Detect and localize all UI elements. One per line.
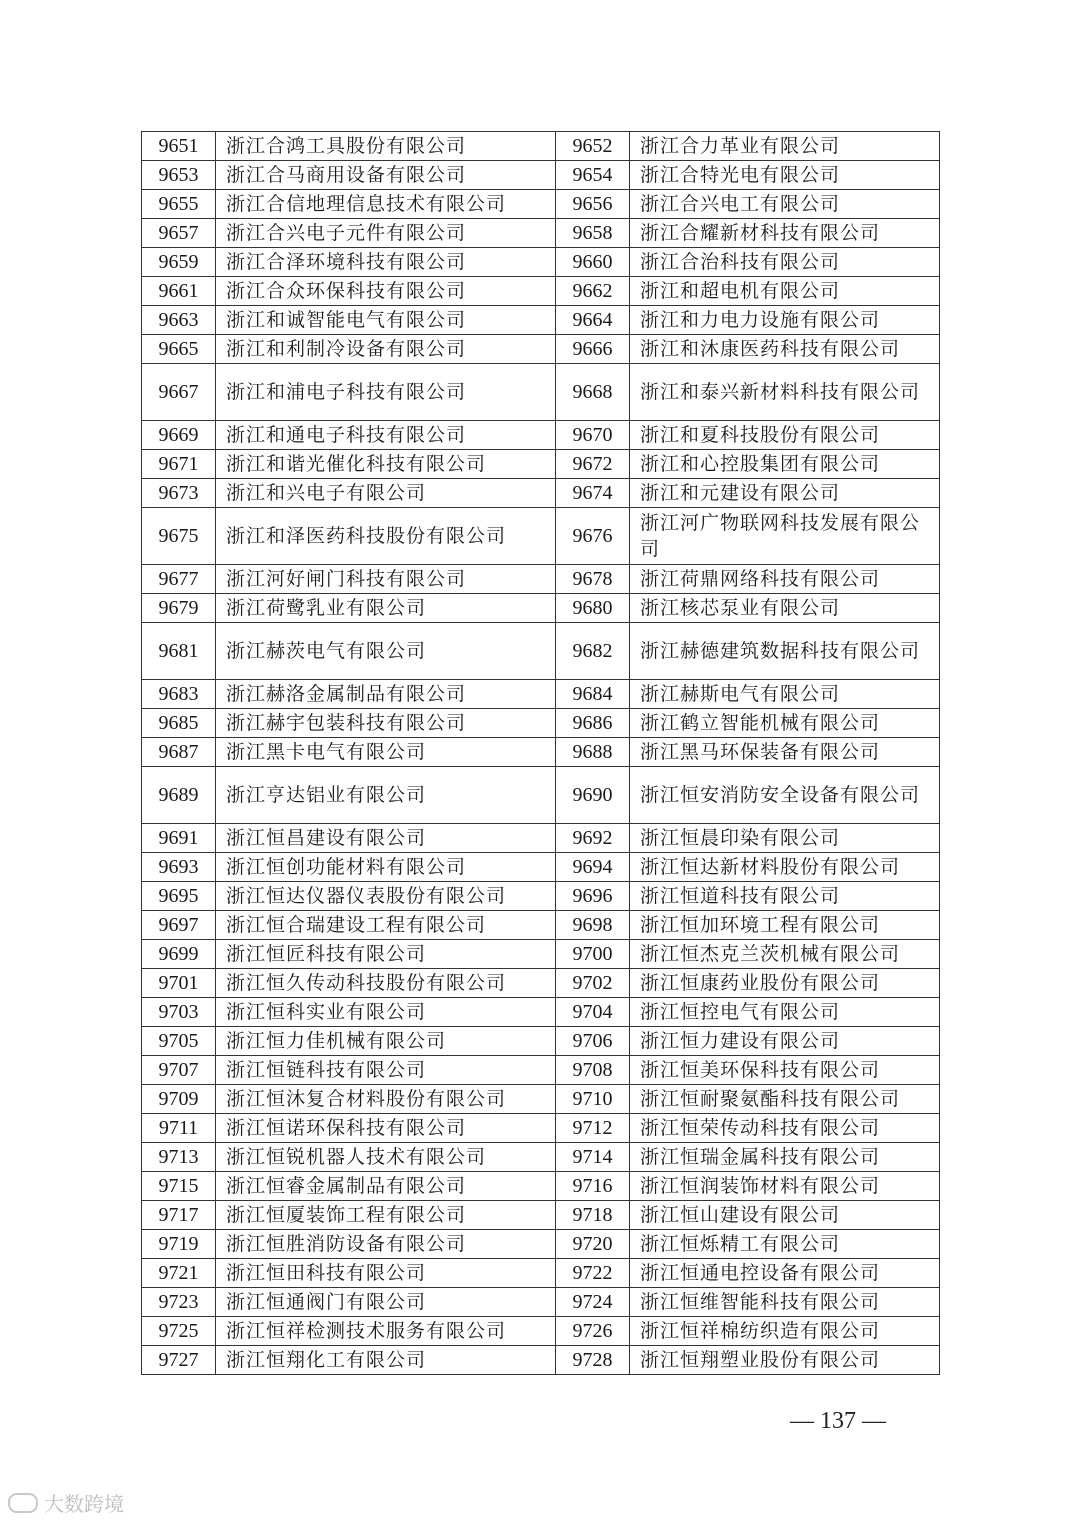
row-number-right: 9708 [556,1056,630,1085]
company-name-left: 浙江恒祥检测技术服务有限公司 [216,1317,556,1346]
company-name-left: 浙江合兴电子元件有限公司 [216,219,556,248]
company-name-right: 浙江恒加环境工程有限公司 [630,911,940,940]
table-row [142,709,940,738]
table-row [142,190,940,219]
row-number-right: 9688 [556,738,630,767]
table-row [142,594,940,623]
company-name-left: 浙江恒翔化工有限公司 [216,1346,556,1375]
row-number-right: 9672 [556,450,630,479]
watermark [8,1488,124,1517]
company-name-right: 浙江恒荣传动科技有限公司 [630,1114,940,1143]
table-row [142,335,940,364]
company-list-table [141,131,940,1375]
company-name-right: 浙江恒通电控设备有限公司 [630,1259,940,1288]
company-name-right: 浙江和泰兴新材料科技有限公司 [630,364,940,421]
company-name-left: 浙江和利制冷设备有限公司 [216,335,556,364]
company-name-left: 浙江和谐光催化科技有限公司 [216,450,556,479]
company-name-right: 浙江恒美环保科技有限公司 [630,1056,940,1085]
company-name-right: 浙江和力电力设施有限公司 [630,306,940,335]
table-row [142,565,940,594]
row-number-right: 9718 [556,1201,630,1230]
row-number-left: 9687 [142,738,216,767]
row-number-left: 9715 [142,1172,216,1201]
company-name-left: 浙江黑卡电气有限公司 [216,738,556,767]
watermark-text: 大数跨境 [44,1492,124,1516]
table-row [142,623,940,680]
table-row [142,421,940,450]
row-number-left: 9653 [142,161,216,190]
row-number-right: 9686 [556,709,630,738]
row-number-left: 9701 [142,969,216,998]
company-name-right: 浙江合力革业有限公司 [630,132,940,161]
table-row [142,1317,940,1346]
company-name-left: 浙江恒科实业有限公司 [216,998,556,1027]
row-number-left: 9717 [142,1201,216,1230]
company-name-right: 浙江恒道科技有限公司 [630,882,940,911]
company-name-left: 浙江赫茨电气有限公司 [216,623,556,680]
row-number-left: 9681 [142,623,216,680]
company-name-left: 浙江和诚智能电气有限公司 [216,306,556,335]
row-number-right: 9666 [556,335,630,364]
row-number-right: 9714 [556,1143,630,1172]
company-name-right: 浙江恒康药业股份有限公司 [630,969,940,998]
company-name-right: 浙江和心控股集团有限公司 [630,450,940,479]
company-name-left: 浙江恒昌建设有限公司 [216,824,556,853]
row-number-left: 9683 [142,680,216,709]
company-name-left: 浙江恒匠科技有限公司 [216,940,556,969]
row-number-right: 9710 [556,1085,630,1114]
table-row [142,1143,940,1172]
company-name-right: 浙江恒烁精工有限公司 [630,1230,940,1259]
company-name-right: 浙江恒安消防安全设备有限公司 [630,767,940,824]
company-name-right: 浙江恒祥棉纺织造有限公司 [630,1317,940,1346]
table-row [142,450,940,479]
table-row [142,1114,940,1143]
company-name-right: 浙江和沐康医药科技有限公司 [630,335,940,364]
row-number-right: 9726 [556,1317,630,1346]
row-number-left: 9713 [142,1143,216,1172]
table-row [142,219,940,248]
row-number-left: 9699 [142,940,216,969]
company-name-left: 浙江合泽环境科技有限公司 [216,248,556,277]
table-row [142,508,940,565]
company-name-left: 浙江亨达铝业有限公司 [216,767,556,824]
table-row [142,364,940,421]
company-name-right: 浙江合特光电有限公司 [630,161,940,190]
company-name-right: 浙江合治科技有限公司 [630,248,940,277]
row-number-left: 9657 [142,219,216,248]
row-number-right: 9706 [556,1027,630,1056]
table-row [142,998,940,1027]
company-name-right: 浙江鹤立智能机械有限公司 [630,709,940,738]
row-number-left: 9707 [142,1056,216,1085]
company-name-left: 浙江恒创功能材料有限公司 [216,853,556,882]
row-number-right: 9704 [556,998,630,1027]
row-number-right: 9658 [556,219,630,248]
company-name-left: 浙江恒厦装饰工程有限公司 [216,1201,556,1230]
row-number-right: 9716 [556,1172,630,1201]
table-row [142,853,940,882]
row-number-right: 9698 [556,911,630,940]
row-number-left: 9691 [142,824,216,853]
company-name-left: 浙江恒链科技有限公司 [216,1056,556,1085]
company-name-left: 浙江恒达仪器仪表股份有限公司 [216,882,556,911]
company-name-right: 浙江河广物联网科技发展有限公司 [630,508,940,565]
table-row [142,940,940,969]
company-name-left: 浙江荷鹭乳业有限公司 [216,594,556,623]
company-name-left: 浙江恒田科技有限公司 [216,1259,556,1288]
row-number-right: 9700 [556,940,630,969]
company-name-right: 浙江荷鼎网络科技有限公司 [630,565,940,594]
table-row [142,1201,940,1230]
row-number-right: 9712 [556,1114,630,1143]
table-row [142,277,940,306]
company-name-left: 浙江恒力佳机械有限公司 [216,1027,556,1056]
row-number-right: 9674 [556,479,630,508]
row-number-right: 9662 [556,277,630,306]
table-row [142,824,940,853]
row-number-left: 9673 [142,479,216,508]
row-number-left: 9655 [142,190,216,219]
table-row [142,1259,940,1288]
company-name-right: 浙江恒晨印染有限公司 [630,824,940,853]
company-name-right: 浙江黑马环保装备有限公司 [630,738,940,767]
row-number-left: 9721 [142,1259,216,1288]
company-name-left: 浙江恒诺环保科技有限公司 [216,1114,556,1143]
row-number-left: 9725 [142,1317,216,1346]
company-name-right: 浙江恒山建设有限公司 [630,1201,940,1230]
table-row [142,969,940,998]
company-name-right: 浙江恒杰克兰茨机械有限公司 [630,940,940,969]
row-number-right: 9678 [556,565,630,594]
row-number-right: 9692 [556,824,630,853]
row-number-left: 9689 [142,767,216,824]
table-row [142,1085,940,1114]
table-row [142,1056,940,1085]
row-number-left: 9693 [142,853,216,882]
company-name-right: 浙江恒达新材料股份有限公司 [630,853,940,882]
row-number-right: 9722 [556,1259,630,1288]
company-name-left: 浙江合信地理信息技术有限公司 [216,190,556,219]
row-number-left: 9705 [142,1027,216,1056]
table-body [142,132,940,1375]
company-name-left: 浙江河好闸门科技有限公司 [216,565,556,594]
company-name-left: 浙江赫洛金属制品有限公司 [216,680,556,709]
company-name-left: 浙江赫宇包装科技有限公司 [216,709,556,738]
company-name-right: 浙江恒力建设有限公司 [630,1027,940,1056]
company-name-left: 浙江和泽医药科技股份有限公司 [216,508,556,565]
company-name-right: 浙江恒润装饰材料有限公司 [630,1172,940,1201]
row-number-left: 9671 [142,450,216,479]
table-row [142,1172,940,1201]
row-number-left: 9667 [142,364,216,421]
row-number-left: 9719 [142,1230,216,1259]
table-row [142,767,940,824]
company-name-left: 浙江合鸿工具股份有限公司 [216,132,556,161]
table-row [142,738,940,767]
table-row [142,1346,940,1375]
row-number-right: 9660 [556,248,630,277]
company-name-left: 浙江恒沐复合材料股份有限公司 [216,1085,556,1114]
table-row [142,882,940,911]
row-number-left: 9665 [142,335,216,364]
row-number-right: 9652 [556,132,630,161]
company-name-left: 浙江恒通阀门有限公司 [216,1288,556,1317]
row-number-right: 9680 [556,594,630,623]
row-number-left: 9723 [142,1288,216,1317]
row-number-left: 9697 [142,911,216,940]
page-number: — 137 — [790,1408,886,1434]
company-name-left: 浙江恒锐机器人技术有限公司 [216,1143,556,1172]
company-name-right: 浙江和元建设有限公司 [630,479,940,508]
row-number-left: 9651 [142,132,216,161]
row-number-right: 9724 [556,1288,630,1317]
row-number-right: 9656 [556,190,630,219]
company-name-left: 浙江恒胜消防设备有限公司 [216,1230,556,1259]
company-name-left: 浙江合马商用设备有限公司 [216,161,556,190]
row-number-right: 9702 [556,969,630,998]
table-row [142,680,940,709]
company-name-left: 浙江和兴电子有限公司 [216,479,556,508]
row-number-left: 9727 [142,1346,216,1375]
row-number-right: 9696 [556,882,630,911]
company-name-left: 浙江和通电子科技有限公司 [216,421,556,450]
table-row [142,479,940,508]
company-name-right: 浙江核芯泵业有限公司 [630,594,940,623]
table-row [142,248,940,277]
row-number-right: 9728 [556,1346,630,1375]
company-name-right: 浙江恒翔塑业股份有限公司 [630,1346,940,1375]
company-name-left: 浙江合众环保科技有限公司 [216,277,556,306]
row-number-right: 9664 [556,306,630,335]
row-number-left: 9703 [142,998,216,1027]
company-name-right: 浙江赫德建筑数据科技有限公司 [630,623,940,680]
row-number-left: 9695 [142,882,216,911]
table-row [142,306,940,335]
row-number-right: 9694 [556,853,630,882]
table-row [142,1288,940,1317]
company-name-right: 浙江恒耐聚氨酯科技有限公司 [630,1085,940,1114]
row-number-right: 9676 [556,508,630,565]
row-number-left: 9709 [142,1085,216,1114]
row-number-right: 9668 [556,364,630,421]
company-name-left: 浙江和浦电子科技有限公司 [216,364,556,421]
table-row [142,911,940,940]
company-name-right: 浙江赫斯电气有限公司 [630,680,940,709]
company-name-right: 浙江和夏科技股份有限公司 [630,421,940,450]
company-table-container [141,131,939,1375]
table-row [142,1027,940,1056]
table-row [142,1230,940,1259]
row-number-left: 9677 [142,565,216,594]
company-name-left: 浙江恒合瑞建设工程有限公司 [216,911,556,940]
company-name-left: 浙江恒久传动科技股份有限公司 [216,969,556,998]
company-name-right: 浙江合兴电工有限公司 [630,190,940,219]
row-number-right: 9682 [556,623,630,680]
row-number-left: 9679 [142,594,216,623]
company-name-right: 浙江恒维智能科技有限公司 [630,1288,940,1317]
company-name-right: 浙江合耀新材科技有限公司 [630,219,940,248]
row-number-left: 9711 [142,1114,216,1143]
table-row [142,132,940,161]
company-name-left: 浙江恒睿金属制品有限公司 [216,1172,556,1201]
row-number-left: 9669 [142,421,216,450]
row-number-right: 9720 [556,1230,630,1259]
company-name-right: 浙江恒控电气有限公司 [630,998,940,1027]
table-row [142,161,940,190]
row-number-left: 9659 [142,248,216,277]
watermark-logo-icon [8,1493,38,1513]
row-number-right: 9670 [556,421,630,450]
row-number-left: 9661 [142,277,216,306]
row-number-right: 9684 [556,680,630,709]
row-number-left: 9685 [142,709,216,738]
row-number-left: 9663 [142,306,216,335]
row-number-right: 9654 [556,161,630,190]
company-name-right: 浙江恒瑞金属科技有限公司 [630,1143,940,1172]
row-number-left: 9675 [142,508,216,565]
company-name-right: 浙江和超电机有限公司 [630,277,940,306]
row-number-right: 9690 [556,767,630,824]
